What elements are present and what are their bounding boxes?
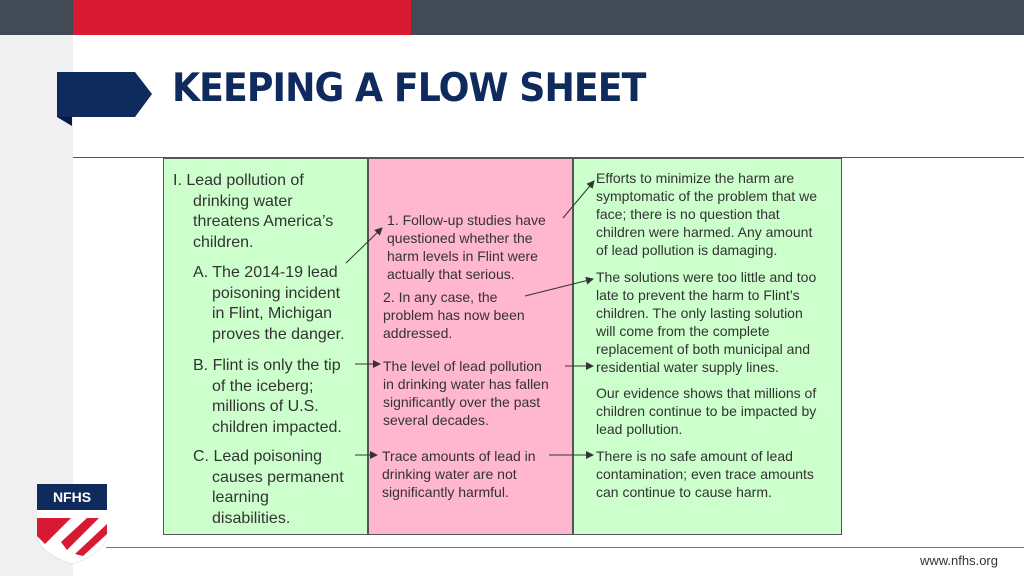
col2-response-2 bbox=[383, 288, 525, 342]
text-line: learning bbox=[212, 489, 269, 507]
text-line: will come from the complete bbox=[596, 323, 770, 339]
text-line: symptomatic of the problem that we bbox=[596, 188, 817, 204]
text-line: drinking water bbox=[193, 192, 293, 210]
text-line: B. Flint is only the tip bbox=[193, 357, 341, 374]
text-line: questioned whether the bbox=[387, 230, 533, 246]
text-line: disabilities. bbox=[212, 510, 291, 528]
text-line: residential water supply lines. bbox=[596, 359, 779, 375]
text-line: There is no safe amount of lead bbox=[596, 448, 793, 464]
text-line: A. The 2014-19 lead bbox=[193, 264, 338, 281]
col1-subpoint-b bbox=[193, 356, 342, 439]
title-chevron-icon bbox=[57, 72, 152, 126]
text-line: several decades. bbox=[383, 412, 489, 428]
text-line: millions of U.S. bbox=[212, 398, 319, 416]
text-line: Efforts to minimize the harm are bbox=[596, 170, 795, 186]
text-line: significantly over the past bbox=[383, 394, 541, 410]
col3-extension-1 bbox=[596, 169, 817, 259]
col1-subpoint-a bbox=[193, 263, 345, 346]
footer-divider bbox=[106, 547, 1024, 548]
col1-subpoint-c bbox=[193, 447, 344, 530]
text-line: C. Lead poisoning bbox=[193, 448, 322, 465]
text-line: addressed. bbox=[383, 325, 453, 341]
logo-text: NFHS bbox=[52, 489, 92, 505]
nfhs-logo-icon bbox=[37, 484, 107, 564]
text-line: problem has now been bbox=[383, 307, 525, 323]
col2-response-4 bbox=[382, 447, 536, 501]
text-line: late to prevent the harm to Flint’s bbox=[596, 287, 800, 303]
text-line: poisoning incident bbox=[212, 284, 341, 302]
text-line: significantly harmful. bbox=[382, 484, 509, 500]
col1-main-point bbox=[173, 171, 333, 254]
text-line: 1. Follow-up studies have bbox=[387, 212, 546, 228]
text-line: replacement of both municipal and bbox=[596, 341, 811, 357]
text-line: children. The only lasting solution bbox=[596, 305, 803, 321]
text-line: 2. In any case, the bbox=[383, 289, 498, 305]
text-line: The level of lead pollution bbox=[383, 358, 542, 374]
text-line: actually that serious. bbox=[387, 266, 515, 282]
page-title: KEEPING A FLOW SHEET bbox=[172, 66, 646, 111]
text-line: Trace amounts of lead in bbox=[382, 448, 536, 464]
text-line: in drinking water has fallen bbox=[383, 376, 549, 392]
text-line: contamination; even trace amounts bbox=[596, 466, 814, 482]
col2-response-3 bbox=[383, 357, 549, 429]
text-line: children impacted. bbox=[212, 419, 342, 437]
text-line: drinking water are not bbox=[382, 466, 517, 482]
text-line: proves the danger. bbox=[212, 326, 345, 344]
col3-extension-3 bbox=[596, 384, 816, 438]
text-line: Our evidence shows that millions of bbox=[596, 385, 817, 401]
col3-extension-4 bbox=[596, 447, 814, 501]
col2-response-1 bbox=[387, 211, 546, 283]
text-line: I. Lead pollution of bbox=[173, 172, 304, 189]
text-line: threatens America’s bbox=[193, 213, 334, 231]
footer-url[interactable]: www.nfhs.org bbox=[919, 553, 998, 568]
text-line: children. bbox=[193, 234, 254, 252]
col3-extension-2 bbox=[596, 268, 816, 376]
text-line: of the iceberg; bbox=[212, 377, 314, 395]
text-line: can continue to cause harm. bbox=[596, 484, 772, 500]
text-line: of lead pollution is damaging. bbox=[596, 242, 778, 258]
text-line: children continue to be impacted by bbox=[596, 403, 817, 419]
text-line: in Flint, Michigan bbox=[212, 305, 333, 323]
text-line: causes permanent bbox=[212, 468, 344, 486]
text-line: lead pollution. bbox=[596, 421, 683, 437]
text-line: face; there is no question that bbox=[596, 206, 780, 222]
top-bar-accent bbox=[73, 0, 411, 35]
text-line: The solutions were too little and too bbox=[596, 269, 817, 285]
text-line: harm levels in Flint were bbox=[387, 248, 538, 264]
text-line: children were harmed. Any amount bbox=[596, 224, 813, 240]
